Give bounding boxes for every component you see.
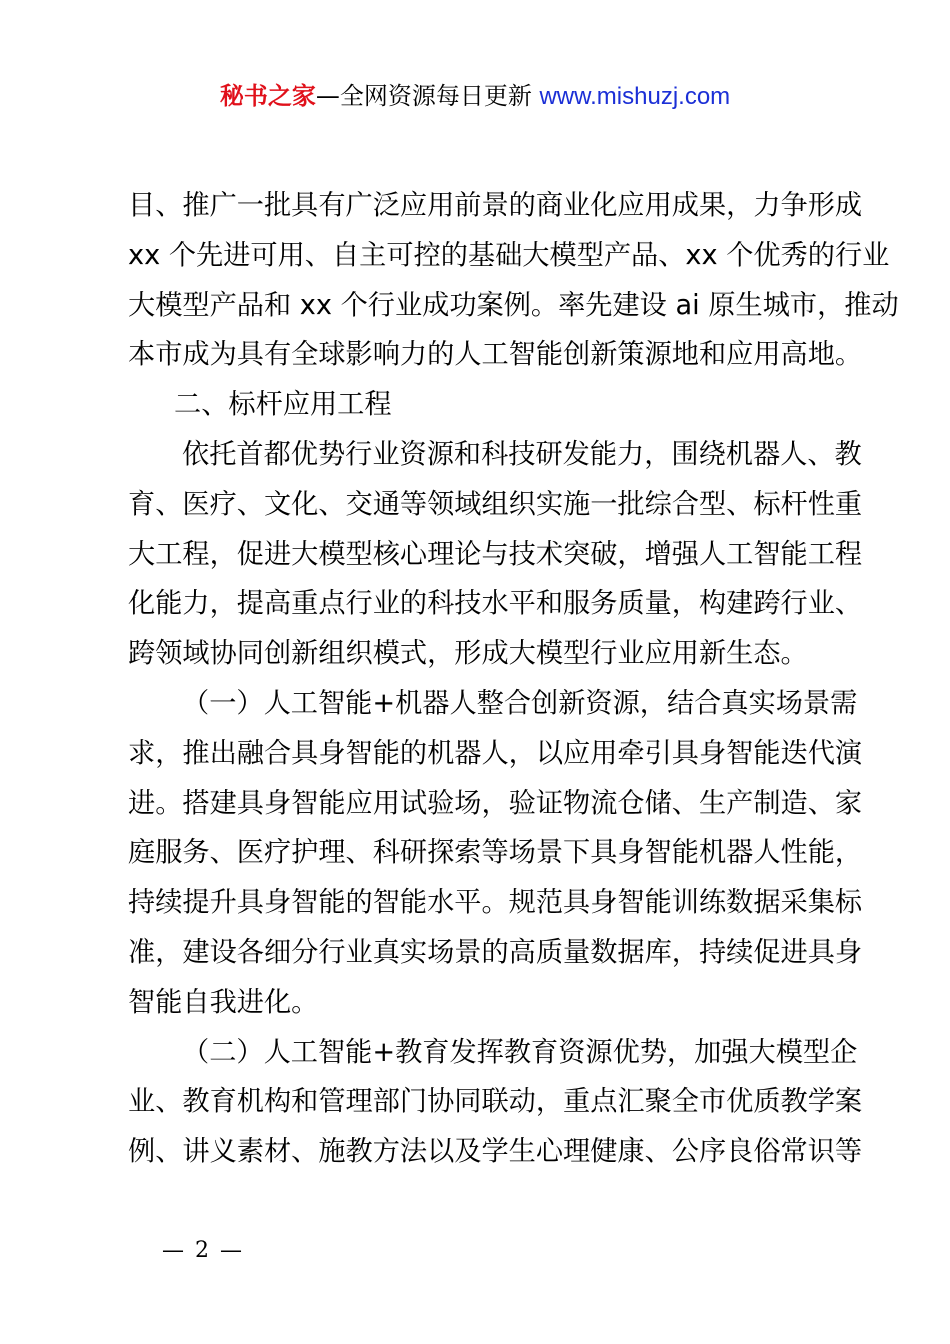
- paragraph-line: 庭服务、医疗护理、科研探索等场景下具身智能机器人性能，: [128, 837, 863, 869]
- paragraph-line: 例、讲义素材、施教方法以及学生心理健康、公序良俗常识等: [128, 1136, 863, 1168]
- paragraph-line: 进。搭建具身智能应用试验场，验证物流仓储、生产制造、家: [128, 787, 863, 819]
- site-brand: 秘书之家: [219, 82, 316, 110]
- paragraph-line: 本市成为具有全球影响力的人工智能创新策源地和应用高地。: [128, 339, 863, 371]
- paragraph-line: 准，建设各细分行业真实场景的高质量数据库，持续促进具身: [128, 936, 863, 968]
- paragraph-line: 化能力，提高重点行业的科技水平和服务质量，构建跨行业、: [128, 588, 863, 620]
- site-tagline: —全网资源每日更新: [315, 82, 532, 110]
- section-heading: 二、标杆应用工程: [174, 389, 392, 421]
- paragraph-line: 目、推广一批具有广泛应用前景的商业化应用成果，力争形成: [128, 190, 863, 221]
- paragraph-line: xx 个先进可用、自主可控的基础大模型产品、xx 个优秀的行业: [128, 239, 890, 271]
- page-number: — 2 —: [162, 1238, 244, 1263]
- paragraph-line: 依托首都优势行业资源和科技研发能力，围绕机器人、教: [182, 438, 862, 470]
- document-body: [128, 186, 899, 1182]
- paragraph-line: 求，推出融合具身智能的机器人，以应用牵引具身智能迭代演: [128, 737, 863, 769]
- paragraph-line: 持续提升具身智能的智能水平。规范具身智能训练数据采集标: [128, 887, 863, 919]
- paragraph-line: 大工程，促进大模型核心理论与技术突破，增强人工智能工程: [128, 538, 863, 570]
- paragraph-line: 业、教育机构和管理部门协同联动，重点汇聚全市优质教学案: [128, 1086, 863, 1118]
- paragraph-line: 智能自我进化。: [128, 986, 319, 1018]
- paragraph-line: （一）人工智能+机器人整合创新资源，结合真实场景需: [182, 687, 858, 719]
- paragraph-line: （二）人工智能+教育发挥教育资源优势，加强大模型企: [182, 1036, 858, 1068]
- paragraph-line: 大模型产品和 xx 个行业成功案例。率先建设 ai 原生城市，推动: [128, 289, 899, 321]
- paragraph-line: 育、医疗、文化、交通等领域组织实施一批综合型、标杆性重: [128, 488, 863, 520]
- site-banner: [0, 80, 950, 113]
- paragraph-line: 跨领域协同创新组织模式，形成大模型行业应用新生态。: [128, 638, 808, 670]
- site-url-link[interactable]: www.mishuzj.com: [539, 83, 731, 110]
